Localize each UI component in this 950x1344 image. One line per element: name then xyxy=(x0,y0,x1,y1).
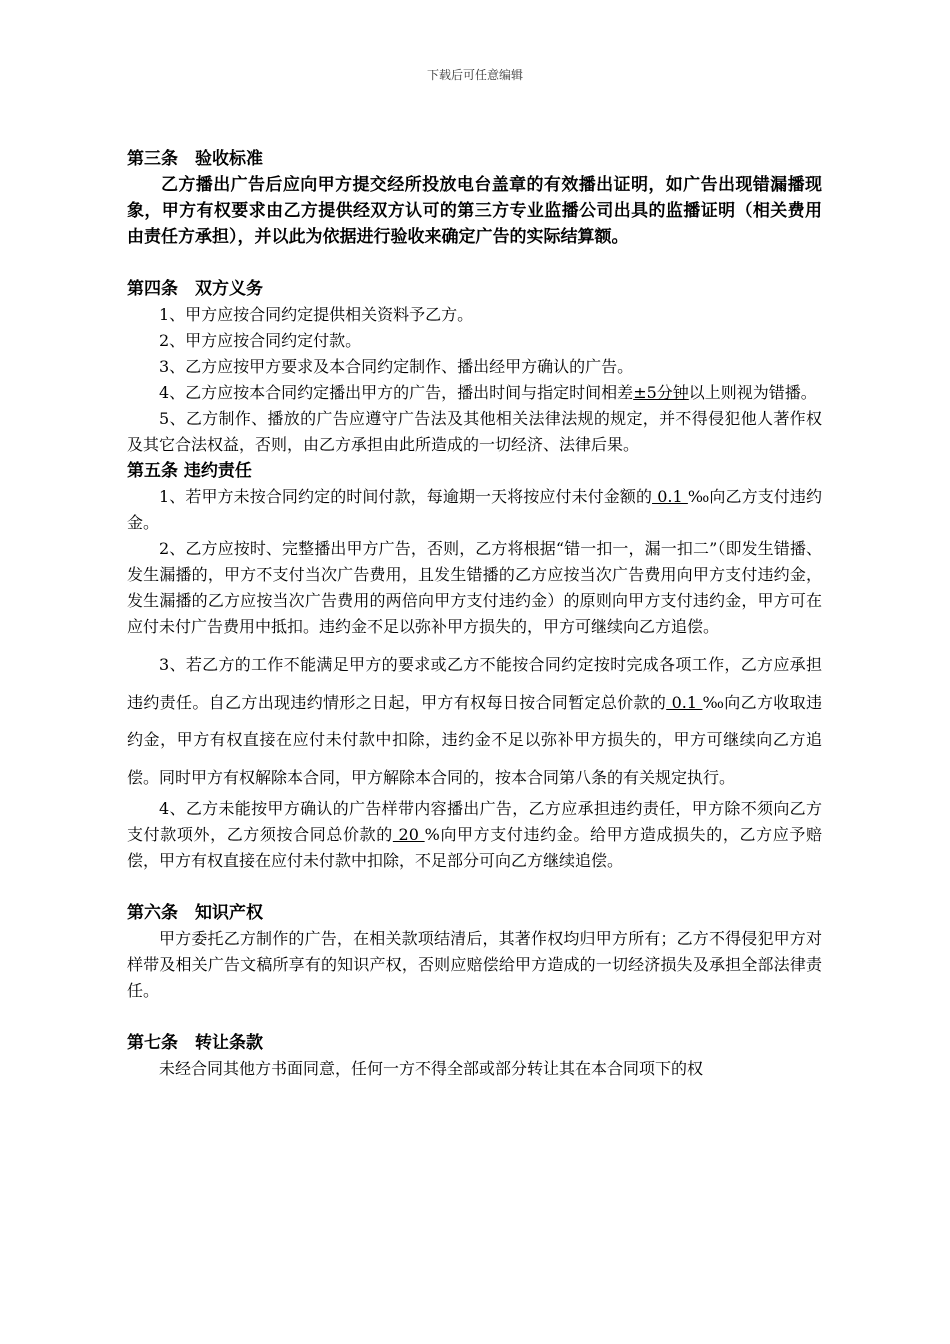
page-header-note: 下载后可任意编辑 xyxy=(426,68,523,82)
article-3-title: 第三条 验收标准 xyxy=(127,149,263,169)
penalty-percentage: 20 xyxy=(392,825,425,844)
article-5-item-1 xyxy=(127,484,822,536)
article-4-item-2: 2、甲方应按合同约定付款。 xyxy=(159,331,362,350)
article-5-title: 第五条 违约责任 xyxy=(127,461,252,481)
article-5-item-1-tail: ‰向乙方支付违约金。 xyxy=(127,487,822,532)
article-4-item-4-tail: 以上则视为错播。 xyxy=(688,383,817,402)
article-5-item-3 xyxy=(127,646,822,796)
article-6-title: 第六条 知识产权 xyxy=(127,903,263,923)
article-5-item-2: 2、乙方应按时、完整播出甲方广告，否则，乙方将根据“错一扣一，漏一扣二”（即发生错播、发生漏播的，甲方不支付当次广告费用，且发生错播的乙方应按当次广告费用向甲方支付违约金，发生漏播的乙方应按当次广告费用的两倍向甲方支付违约金）的原则向甲方支付违约金，甲方可在应付未付广告费用中抵扣。违约金不足以弥补甲方损失的，甲方可继续向乙方追偿。 xyxy=(127,539,822,636)
document-body xyxy=(127,146,822,1082)
late-payment-rate: 0.1 xyxy=(652,487,688,506)
article-4-item-4 xyxy=(127,380,822,406)
spacer xyxy=(127,874,822,900)
daily-penalty-rate: 0.1 xyxy=(666,692,703,712)
article-7-paragraph: 未经合同其他方书面同意，任何一方不得全部或部分转让其在本合同项下的权 xyxy=(159,1059,704,1078)
article-4-item-5: 5、乙方制作、播放的广告应遵守广告法及其他相关法律法规的规定，并不得侵犯他人著作权及其它合法权益，否则，由乙方承担由此所造成的一切经济、法律后果。 xyxy=(127,409,822,454)
article-5-item-4 xyxy=(127,796,822,874)
time-tolerance-value: ±5分钟 xyxy=(633,383,689,402)
article-3-paragraph: 乙方播出广告后应向甲方提交经所投放电台盖章的有效播出证明，如广告出现错漏播现象，甲方有权要求由乙方提供经双方认可的第三方专业监播公司出具的监播证明（相关费用由责任方承担），并以此为依据进行验收来确定广告的实际结算额。 xyxy=(127,175,822,247)
article-4-title: 第四条 双方义务 xyxy=(127,279,263,299)
spacer xyxy=(127,250,822,276)
article-6-paragraph: 甲方委托乙方制作的广告，在相关款项结清后，其著作权均归甲方所有；乙方不得侵犯甲方对样带及相关广告文稿所享有的知识产权，否则应赔偿给甲方造成的一切经济损失及承担全部法律责任。 xyxy=(127,929,822,1000)
article-5-item-3-tail: ‰向乙方收取违约金，甲方有权直接在应付未付款中扣除，违约金不足以弥补甲方损失的，甲方可继续向乙方追偿。同时甲方有权解除本合同，甲方解除本合同的，按本合同第八条的有关规定执行。 xyxy=(127,692,822,787)
article-5-item-4-tail: %向甲方支付违约金。给甲方造成损失的，乙方应予赔偿，甲方有权直接在应付未付款中扣除，不足部分可向乙方继续追偿。 xyxy=(127,825,822,870)
article-5-item-1-text: 1、若甲方未按合同约定的时间付款，每逾期一天将按应付未付金额的 xyxy=(159,487,653,506)
spacer xyxy=(127,1004,822,1030)
article-4-item-1: 1、甲方应按合同约定提供相关资料予乙方。 xyxy=(159,305,474,324)
article-5-item-3-text: 3、若乙方的工作不能满足甲方的要求或乙方不能按合同约定按时完成各项工作，乙方应承担违约责任。自乙方出现违约情形之日起，甲方有权每日按合同暂定总价款的 xyxy=(127,655,822,712)
article-7-title: 第七条 转让条款 xyxy=(127,1033,263,1053)
article-4-item-3: 3、乙方应按甲方要求及本合同约定制作、播出经甲方确认的广告。 xyxy=(159,357,634,376)
article-4-item-4-text: 4、乙方应按本合同约定播出甲方的广告，播出时间与指定时间相差 xyxy=(159,383,634,402)
article-5-item-4-text: 4、乙方未能按甲方确认的广告样带内容播出广告，乙方应承担违约责任，甲方除不须向乙方支付款项外，乙方须按合同总价款的 xyxy=(127,799,822,844)
